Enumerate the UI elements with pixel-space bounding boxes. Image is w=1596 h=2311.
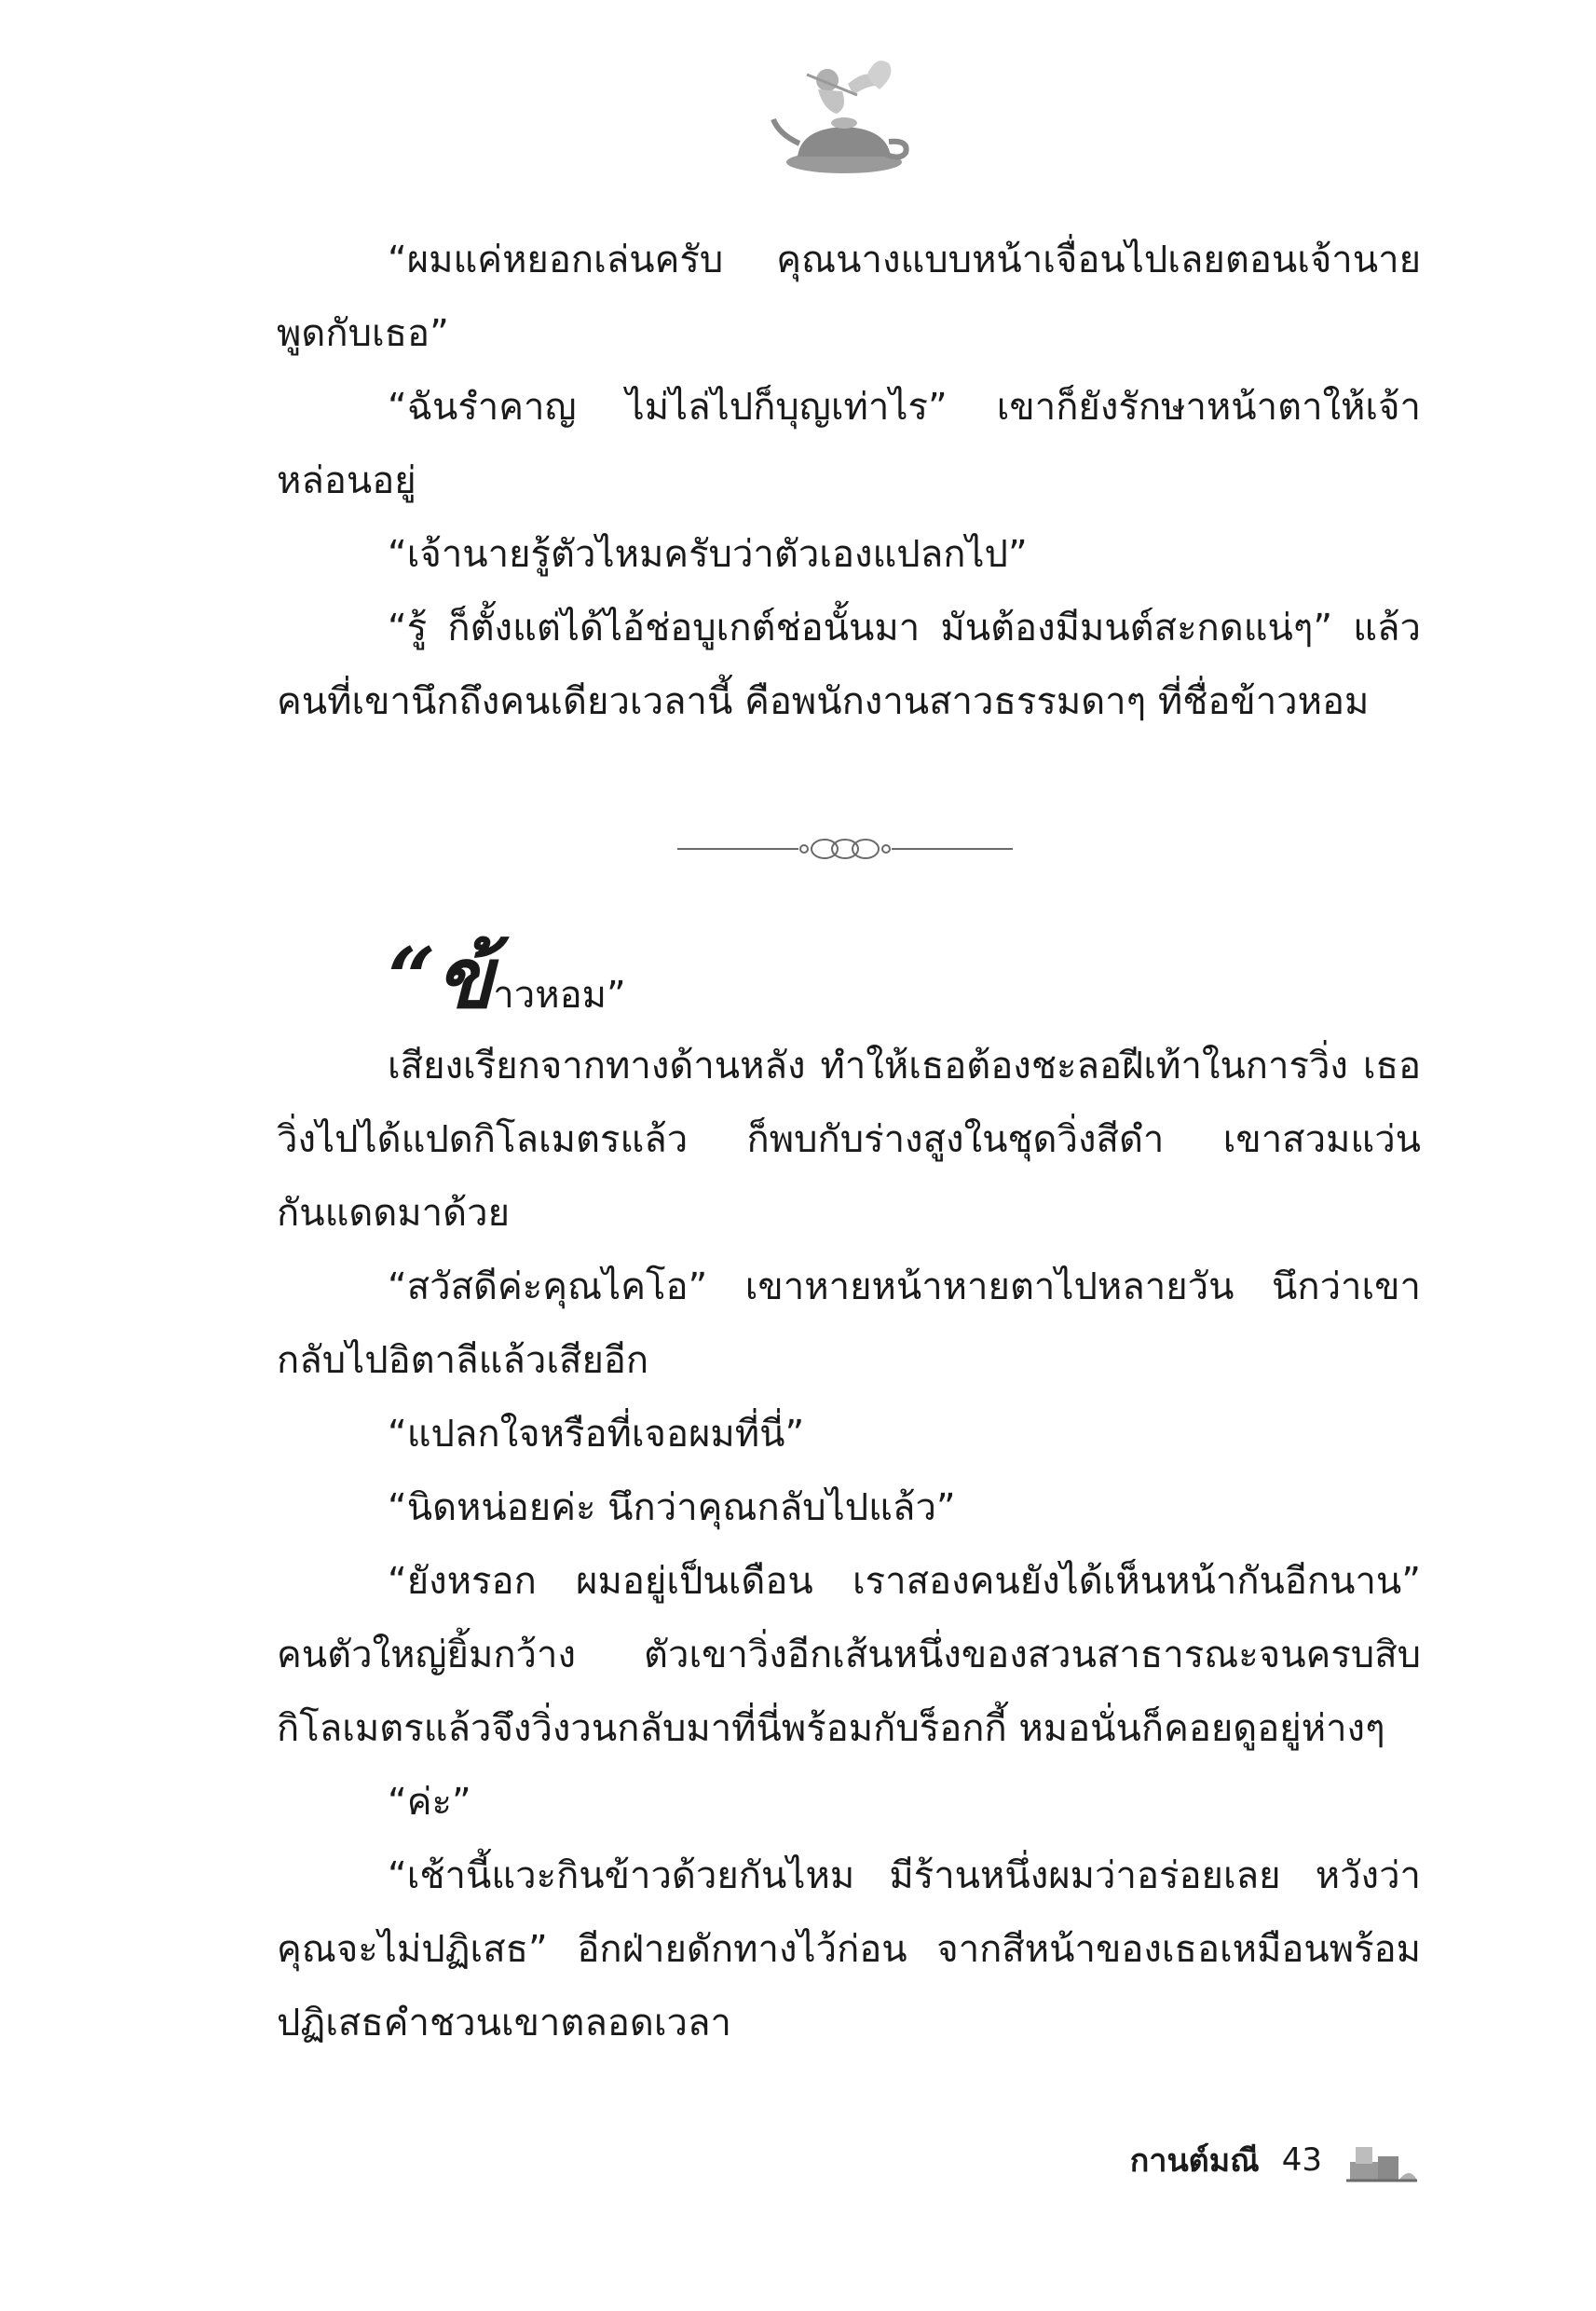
paragraph: “นิดหน่อยค่ะ นึกว่าคุณกลับไปแล้ว” [388,1486,956,1529]
paragraph: “เจ้านายรู้ตัวไหมครับว่าตัวเองแปลกไป” [388,533,1028,576]
drop-cap: “ข้ [388,929,494,1028]
chapter-opening [388,927,1421,1030]
page-footer [1130,2132,1419,2188]
paragraph: “ผมแค่หยอกเล่นครับ คุณนางแบบหน้าเจื่อนไปเลยตอนเจ้านายพูดกับเธอ” [277,239,1421,355]
paragraph: “ค่ะ” [388,1781,471,1824]
paragraph: “เช้านี้แวะกินข้าวด้วยกันไหม มีร้านหนึ่งผมว่าอร่อยเลย หวังว่าคุณจะไม่ปฏิเสธ” อีกฝ่ายดักทางไว้ก่อน จากสีหน้าของเธอเหมือนพร้อมปฏิเสธคำชวนเขาตลอดเวลา [277,1854,1421,2044]
paragraph: เสียงเรียกจากทางด้านหลัง ทำให้เธอต้องชะลอฝีเท้าในการวิ่ง เธอวิ่งไปได้แปดกิโลเมตรแล้ว ก็พบกับร่างสูงในชุดวิ่งสีดำ เขาสวมแว่นกันแดดมาด้วย [277,1045,1421,1235]
page-body [277,224,1421,2060]
paragraph: “สวัสดีค่ะคุณไคโอ” เขาหายหน้าหายตาไปหลายวัน นึกว่าเขากลับไปอิตาลีแล้วเสียอีก [277,1265,1421,1382]
paragraph: “ยังหรอก ผมอยู่เป็นเดือน เราสองคนยังได้เห็นหน้ากันอีกนาน” คนตัวใหญ่ยิ้มกว้าง ตัวเขาวิ่งอีกเส้นหนึ่งของสวนสาธารณะจนครบสิบกิโลเมตรแล้วจึงวิ่งวนกลับมาที่นี่พร้อมกับร็อกกี้ หมอนั่นก็คอยดูอยู่ห่างๆ [277,1560,1421,1750]
stack-ornament-icon [1344,2134,1419,2186]
page-number: 43 [1281,2141,1322,2179]
scroll-divider-icon [277,828,1421,869]
book-title: กานต์มณี [1129,2142,1260,2180]
chapter-opening-rest: าวหอม” [493,974,626,1017]
cupid-teapot-ornament-icon [770,52,919,183]
paragraph: “แปลกใจหรือที่เจอผมที่นี่” [388,1413,805,1456]
paragraph: “ฉันรำคาญ ไม่ไล่ไปก็บุญเท่าไร” เขาก็ยังรักษาหน้าตาให้เจ้าหล่อนอยู่ [277,386,1421,502]
paragraph: “รู้ ก็ตั้งแต่ได้ไอ้ช่อบูเกต์ช่อนั้นมา มันต้องมีมนต์สะกดแน่ๆ” แล้วคนที่เขานึกถึงคนเดียวเวลานี้ คือพนักงานสาวธรรมดาๆ ที่ชื่อข้าวหอม [277,607,1421,723]
